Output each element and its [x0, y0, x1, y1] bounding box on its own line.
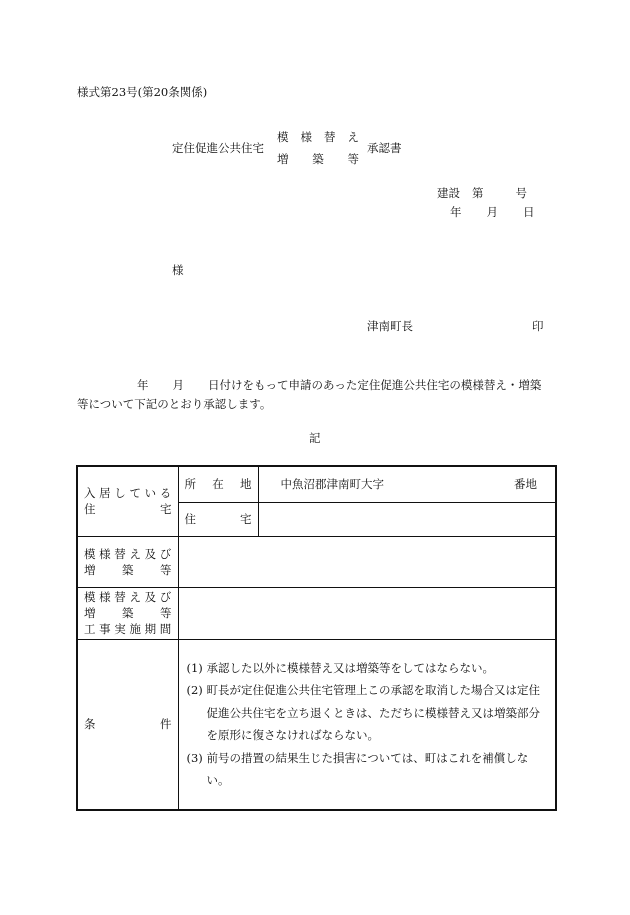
- period-label: [77, 587, 178, 639]
- issuer: 津南町長: [367, 319, 413, 333]
- title-char: 築: [312, 152, 324, 166]
- period-value-cell[interactable]: [178, 587, 556, 639]
- location-label-cell: [178, 466, 258, 502]
- location-value: 中魚沼郡津南町大字: [280, 477, 384, 492]
- form-number: 様式第23号(第20条関係): [77, 85, 208, 99]
- condition-number: (3): [186, 750, 203, 765]
- house-value-cell[interactable]: [258, 502, 556, 536]
- ki-heading: 記: [309, 431, 321, 445]
- label-line: 模 様 替 え 及 び: [84, 590, 172, 604]
- issue-date: [450, 205, 535, 219]
- location-suffix: 番地: [514, 477, 537, 492]
- conditions-cell: [178, 639, 556, 810]
- title-bottom: [277, 152, 359, 166]
- label-char: 宅: [160, 502, 172, 517]
- renovation-value-cell[interactable]: [178, 536, 556, 587]
- condition-text: 町長が定住促進公共住宅管理上この承認を取消した場合又は定住促進公共住宅を立ち退くときは、ただちに模様替え又は増築部分を原形に復さなければならない。: [206, 683, 540, 743]
- title-top: [277, 130, 359, 144]
- label-line: 模 様 替 え 及 び: [84, 546, 172, 561]
- location-label: [179, 476, 258, 492]
- label-char: 増: [84, 562, 96, 577]
- label-char: 件: [160, 717, 172, 732]
- label-char: 住: [184, 512, 196, 526]
- body-text: [77, 376, 541, 414]
- body-line-2: 等について下記のとおり承認します。: [77, 397, 272, 411]
- label-line: [78, 501, 178, 517]
- date-day: 日: [523, 205, 535, 219]
- title-char: 等: [347, 152, 359, 166]
- house-label: [179, 511, 258, 527]
- condition-text: 承認した以外に模様替え又は増築等をしてはならない。: [206, 660, 494, 675]
- label-char: 所: [184, 477, 196, 492]
- label-line: [78, 605, 178, 621]
- title-char: え: [347, 130, 359, 144]
- label-line: [78, 562, 178, 578]
- condition-item: [187, 679, 552, 747]
- label-char: 等: [160, 562, 172, 577]
- renovation-label: [77, 536, 178, 587]
- title-right: 承認書: [367, 141, 402, 155]
- label-line: 工 事 実 施 期 間: [84, 622, 172, 636]
- body-year: 年: [137, 378, 149, 392]
- label-char: 等: [160, 606, 172, 620]
- label-char: 宅: [240, 512, 252, 526]
- body-month: 月: [172, 378, 184, 392]
- condition-number: (2): [186, 683, 203, 698]
- title-char: 増: [277, 152, 289, 166]
- condition-item: [187, 747, 552, 792]
- label-char: 住: [84, 502, 96, 517]
- body-text-main: 日付けをもって申請のあった定住促進公共住宅の模様替え・増築: [208, 378, 542, 392]
- number-prefix: 建設: [437, 186, 460, 200]
- document-number: [437, 186, 527, 200]
- number-dai: 第: [472, 186, 484, 200]
- residence-label: [77, 466, 178, 536]
- label-line: 入 居 し て い る: [84, 486, 172, 501]
- label-char: 地: [240, 477, 252, 492]
- body-line-1: [77, 376, 541, 395]
- title-char: 様: [300, 130, 312, 144]
- date-month: 月: [486, 205, 498, 219]
- approval-table: [76, 465, 557, 811]
- title-char: 模: [277, 130, 289, 144]
- house-label-cell: [178, 502, 258, 536]
- number-go: 号: [515, 186, 527, 200]
- addressee: 様: [172, 263, 184, 277]
- seal-mark: 印: [532, 319, 544, 333]
- label-char: 増: [84, 606, 96, 620]
- title-left: 定住促進公共住宅: [172, 141, 264, 155]
- date-year: 年: [450, 205, 462, 219]
- condition-item: [187, 657, 552, 680]
- label-char: 築: [122, 606, 134, 620]
- conditions-label: [77, 639, 178, 810]
- label-char: 条: [84, 717, 96, 732]
- label-char: 在: [212, 477, 224, 492]
- label-char: 築: [122, 562, 134, 577]
- condition-text: 前号の措置の結果生じた損害については、町はこれを補償しない。: [206, 750, 529, 788]
- label-line: [78, 716, 178, 732]
- title-char: 替: [324, 130, 336, 144]
- condition-number: (1): [186, 660, 203, 675]
- location-value-cell[interactable]: [258, 466, 556, 502]
